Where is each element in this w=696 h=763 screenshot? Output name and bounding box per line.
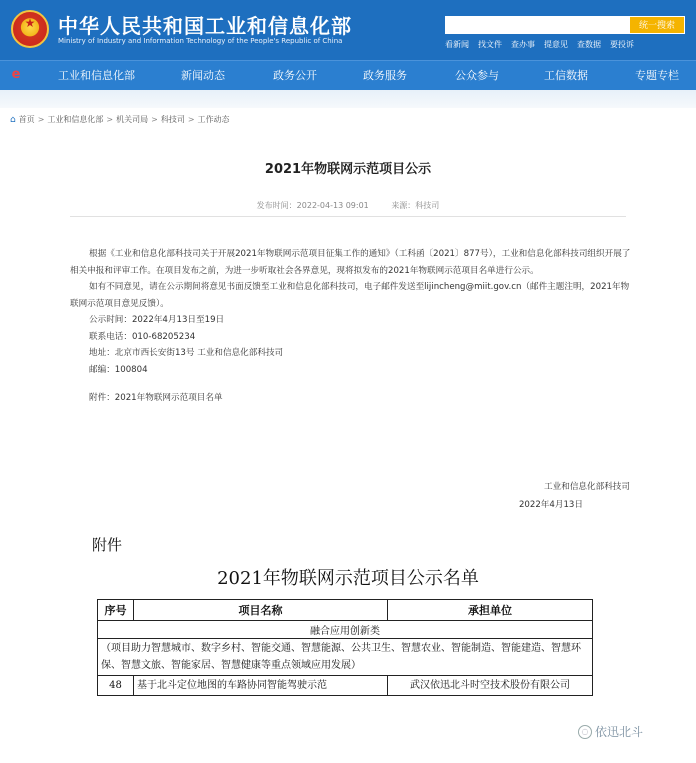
nav-item-participation[interactable]: 公众参与 (455, 69, 499, 82)
table-header-row (98, 600, 593, 621)
quick-link-data[interactable]: 查数据 (577, 40, 601, 49)
row-number: 48 (98, 676, 134, 696)
signature: 工业和信息化部科技司 (544, 482, 630, 492)
appendix-title: 2021年物联网示范项目公示名单 (217, 568, 479, 589)
nav-item-news[interactable]: 新闻动态 (181, 69, 225, 82)
contact-address: 地址：北京市西长安街13号 工业和信息化部科技司 (89, 348, 284, 358)
paragraph: 根据《工业和信息化部科技司关于开展2021年物联网示范项目征集工作的通知》（工科函〔2021〕877号），工业和信息化部科技司组织开展了相关申报和评审工作。在项目发布之前，为进一步听取社会各界意见，现将拟发布的2021年物联网示范项目名单进行公示。 (70, 249, 631, 276)
site-title[interactable]: 中华人民共和国工业和信息化部 (58, 14, 352, 38)
nav-item-topics[interactable]: 专题专栏 (635, 69, 679, 82)
quick-link-news[interactable]: 看新闻 (445, 40, 469, 49)
breadcrumb-science-dept[interactable]: 科技司 (160, 115, 185, 124)
breadcrumb-miit[interactable]: 工业和信息化部 (47, 115, 104, 124)
table-row (98, 676, 593, 696)
quick-link-services[interactable]: 查办事 (511, 40, 535, 49)
nav-band (0, 90, 696, 108)
article-meta (0, 200, 696, 211)
divider (70, 216, 626, 217)
article-title: 2021年物联网示范项目公示 (264, 162, 432, 177)
nav-item-miit[interactable]: 工业和信息化部 (58, 69, 135, 82)
category-description: （项目助力智慧城市、数字乡村、智能交通、智慧能源、公共卫生、智慧农业、智能制造、智能建造、智慧环保、智慧文旅、智能家居、智慧健康等重点领域应用发展） (98, 639, 593, 676)
article-body (70, 246, 636, 407)
breadcrumb-separator: > (106, 115, 114, 124)
breadcrumb-separator: > (187, 115, 195, 124)
search-box (445, 16, 685, 34)
breadcrumb (10, 114, 230, 125)
article-source: 来源：科技司 (391, 201, 440, 210)
publish-time: 发布时间：2022-04-13 09:01 (256, 201, 369, 210)
breadcrumb-work-news[interactable]: 工作动态 (197, 115, 230, 124)
quick-links (445, 39, 634, 50)
column-header-unit: 承担单位 (388, 600, 593, 621)
quick-link-files[interactable]: 找文件 (478, 40, 502, 49)
contact-phone: 联系电话：010-68205234 (89, 331, 196, 342)
project-table (97, 599, 593, 696)
attachment-link[interactable]: 附件：2021年物联网示范项目名单 (89, 393, 223, 403)
breadcrumb-separator: > (151, 115, 158, 124)
wechat-icon: ◌ (578, 725, 592, 739)
appendix-label: 附件 (92, 536, 123, 554)
project-unit: 武汉依迅北斗时空技术股份有限公司 (388, 676, 593, 696)
quick-link-complaint[interactable]: 要投诉 (610, 40, 634, 49)
category-title: 融合应用创新类 (98, 621, 593, 639)
category-row (98, 621, 593, 639)
publicity-period: 公示时间：2022年4月13日至19日 (89, 315, 225, 325)
nav-item-data[interactable]: 工信数据 (544, 69, 588, 82)
national-emblem-icon (11, 10, 49, 48)
search-input[interactable] (446, 17, 632, 33)
watermark-text: 依迅北斗 (595, 725, 644, 739)
home-icon: ⌂ (10, 114, 16, 125)
postcode: 邮编：100804 (89, 364, 148, 375)
ie-logo-icon[interactable]: e (11, 67, 21, 82)
site-subtitle: Ministry of Industry and Information Technology of the People's Republic of China (58, 37, 343, 45)
nav-item-gov-affairs[interactable]: 政务公开 (273, 69, 317, 82)
breadcrumb-departments[interactable]: 机关司局 (116, 115, 149, 124)
nav-item-services[interactable]: 政务服务 (363, 69, 407, 82)
column-header-name: 项目名称 (134, 600, 388, 621)
signature-date: 2022年4月13日 (518, 500, 583, 510)
site-header (0, 0, 696, 60)
category-desc-row (98, 639, 593, 676)
paragraph: 如有不同意见，请在公示期间将意见书面反馈至工业和信息化部科技司，电子邮件发送至lijincheng@miit.gov.cn（邮件主题注明，2021年物联网示范项目意见反馈）。 (70, 282, 630, 309)
search-button[interactable]: 统一搜索 (630, 17, 684, 33)
project-name: 基于北斗定位地图的车路协同智能驾驶示范 (134, 676, 388, 696)
breadcrumb-home[interactable]: 首页 (18, 115, 35, 124)
main-nav (0, 60, 696, 90)
quick-link-feedback[interactable]: 提意见 (544, 40, 568, 49)
column-header-no: 序号 (98, 600, 134, 621)
breadcrumb-separator: > (37, 115, 45, 124)
watermark (578, 723, 643, 740)
